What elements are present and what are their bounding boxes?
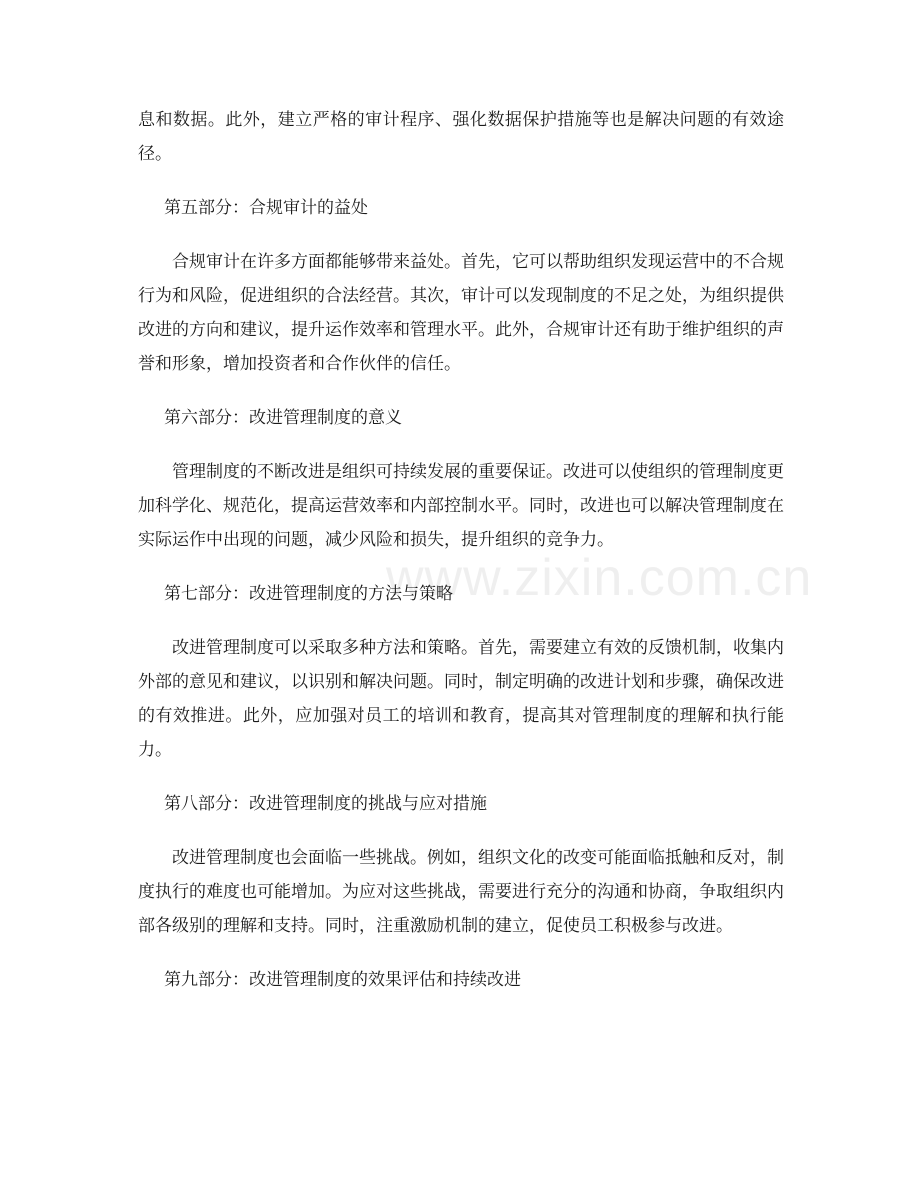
- paragraph-section-6: 管理制度的不断改进是组织可持续发展的重要保证。改进可以使组织的管理制度更加科学化、规范化，提高运营效率和内部控制水平。同时，改进也可以解决管理制度在实际运作中出现的问题，减少风险和损失，提升组织的竞争力。: [138, 462, 784, 550]
- section-heading-6: 第六部分：改进管理制度的意义: [164, 408, 402, 428]
- section-heading-9: 第九部分：改进管理制度的效果评估和持续改进: [164, 970, 521, 990]
- section-heading-7: 第七部分：改进管理制度的方法与策略: [164, 584, 453, 604]
- paragraph-continued: 息和数据。此外，建立严格的审计程序、强化数据保护措施等也是解决问题的有效途径。: [138, 110, 784, 164]
- paragraph-section-8: 改进管理制度也会面临一些挑战。例如，组织文化的改变可能面临抵触和反对，制度执行的难度也可能增加。为应对这些挑战，需要进行充分的沟通和协商，争取组织内部各级别的理解和支持。同时，注重激励机制的建立，促使员工积极参与改进。: [138, 848, 784, 936]
- section-heading-8: 第八部分：改进管理制度的挑战与应对措施: [164, 794, 487, 814]
- watermark: www.zixin.com.cn: [386, 549, 813, 607]
- section-heading-5: 第五部分：合规审计的益处: [164, 198, 368, 218]
- paragraph-section-7: 改进管理制度可以采取多种方法和策略。首先，需要建立有效的反馈机制，收集内外部的意见和建议，以识别和解决问题。同时，制定明确的改进计划和步骤，确保改进的有效推进。此外，应加强对员工的培训和教育，提高其对管理制度的理解和执行能力。: [138, 638, 784, 760]
- paragraph-section-5: 合规审计在许多方面都能够带来益处。首先，它可以帮助组织发现运营中的不合规行为和风险，促进组织的合法经营。其次，审计可以发现制度的不足之处，为组织提供改进的方向和建议，提升运作效率和管理水平。此外，合规审计还有助于维护组织的声誉和形象，增加投资者和合作伙伴的信任。: [138, 252, 784, 374]
